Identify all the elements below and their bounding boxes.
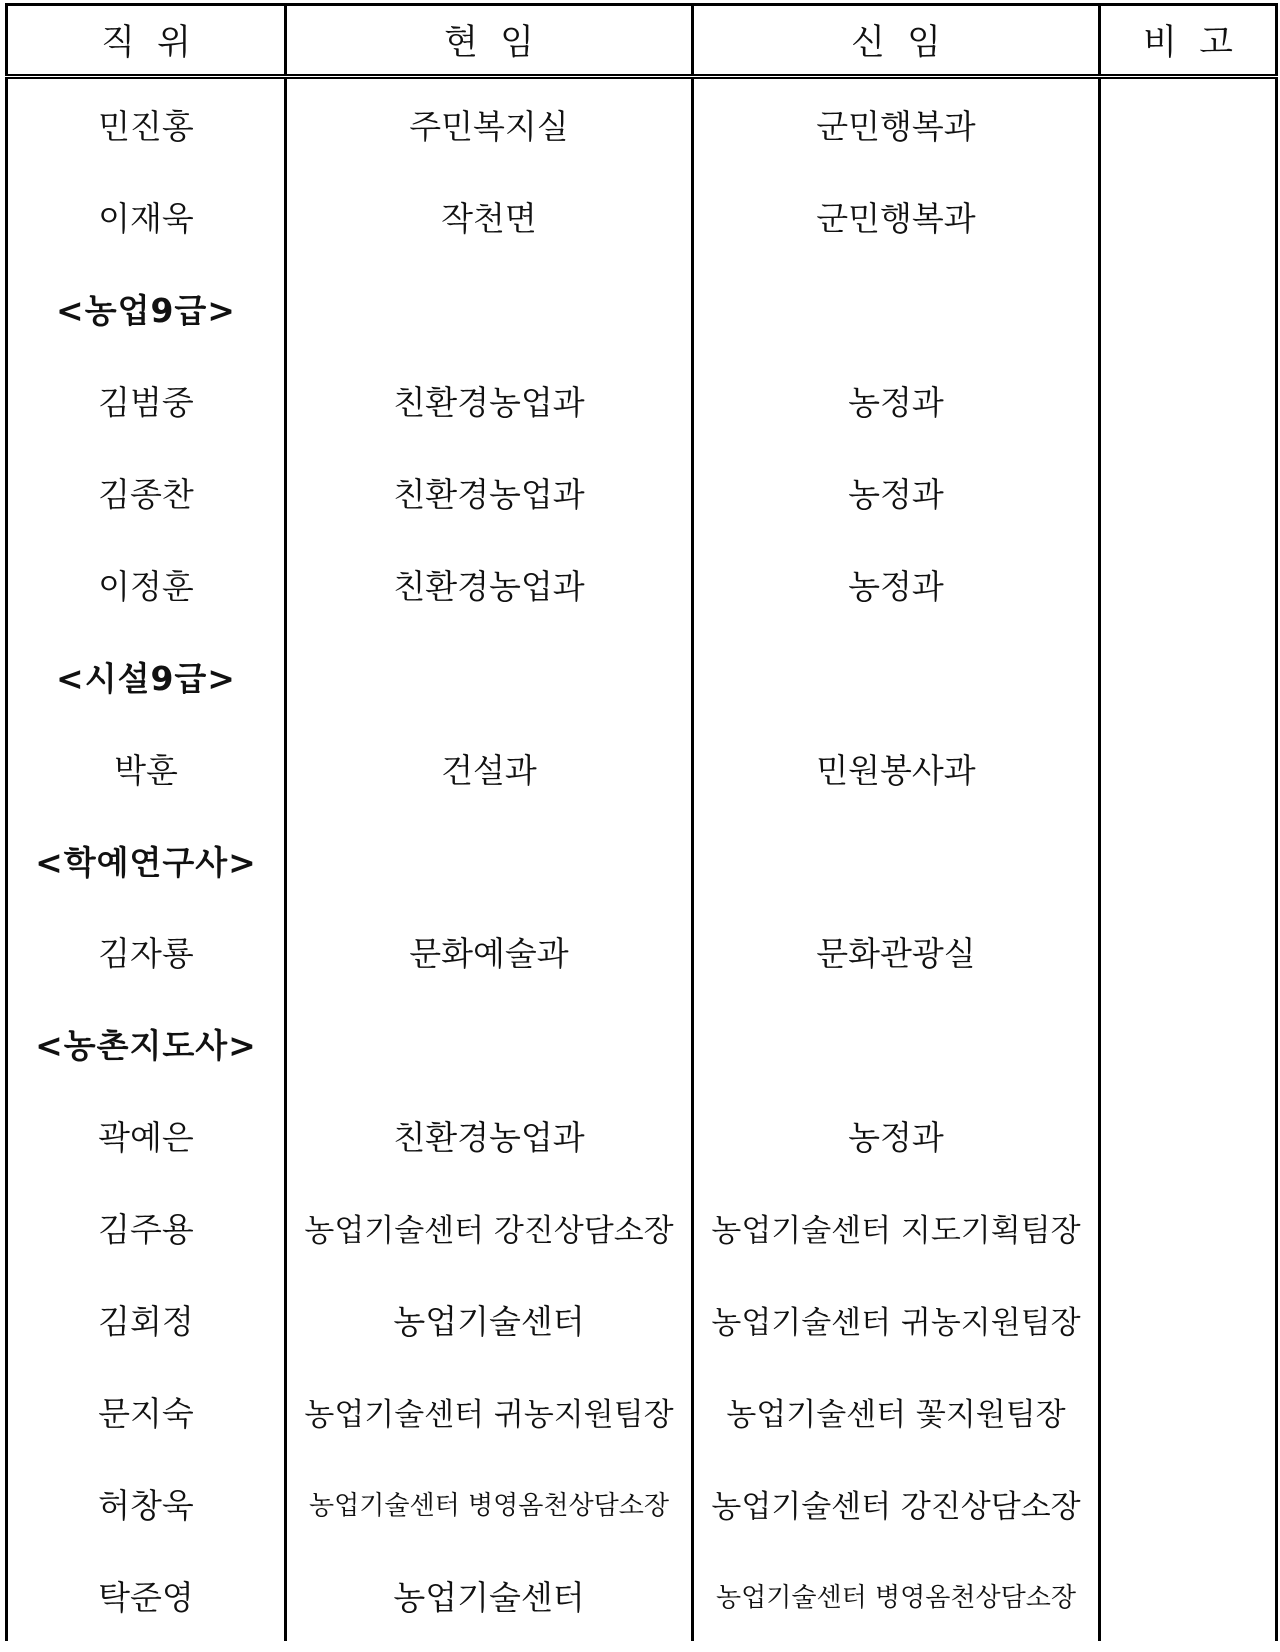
cell-new: [693, 814, 1100, 906]
section-heading: <시설9급>: [7, 630, 286, 722]
cell-note: [1100, 1457, 1277, 1549]
cell-name: 김자룡: [7, 906, 286, 998]
cell-note: [1100, 263, 1277, 355]
cell-note: [1100, 722, 1277, 814]
cell-new: 농정과: [693, 538, 1100, 630]
cell-current: 농업기술센터: [286, 1549, 693, 1641]
cell-current: 친환경농업과: [286, 355, 693, 447]
cell-new: 문화관광실: [693, 906, 1100, 998]
table-row: [7, 77, 1277, 171]
table-body: [7, 77, 1277, 1642]
section-heading: <농업9급>: [7, 263, 286, 355]
cell-note: [1100, 538, 1277, 630]
cell-current: [286, 998, 693, 1090]
cell-note: [1100, 1549, 1277, 1641]
table-row: [7, 1274, 1277, 1366]
cell-new: [693, 263, 1100, 355]
cell-name: 박훈: [7, 722, 286, 814]
header-row: [7, 5, 1277, 77]
section-heading-row: [7, 263, 1277, 355]
cell-current: 친환경농업과: [286, 447, 693, 539]
cell-note: [1100, 1182, 1277, 1274]
cell-new: 농정과: [693, 1090, 1100, 1182]
header-new-label: 신 임: [851, 23, 941, 63]
section-heading-row: [7, 630, 1277, 722]
cell-new: 농정과: [693, 355, 1100, 447]
cell-name: 이정훈: [7, 538, 286, 630]
cell-current: 농업기술센터 병영옴천상담소장: [286, 1457, 693, 1549]
cell-current: 작천면: [286, 171, 693, 263]
table-row: [7, 1457, 1277, 1549]
section-heading: <농촌지도사>: [7, 998, 286, 1090]
cell-new: 농정과: [693, 447, 1100, 539]
table-row: [7, 1365, 1277, 1457]
cell-note: [1100, 77, 1277, 171]
header-note-label: 비 고: [1143, 23, 1233, 63]
cell-name: 문지숙: [7, 1365, 286, 1457]
cell-name: 곽예은: [7, 1090, 286, 1182]
cell-new: [693, 630, 1100, 722]
header-new: [693, 5, 1100, 77]
cell-new: 민원봉사과: [693, 722, 1100, 814]
cell-note: [1100, 906, 1277, 998]
cell-new: 농업기술센터 꽃지원팀장: [693, 1365, 1100, 1457]
table-row: [7, 1182, 1277, 1274]
cell-name: 김회정: [7, 1274, 286, 1366]
cell-new: 농업기술센터 병영옴천상담소장: [693, 1549, 1100, 1641]
cell-name: 탁준영: [7, 1549, 286, 1641]
cell-current: 건설과: [286, 722, 693, 814]
section-heading: <학예연구사>: [7, 814, 286, 906]
header-current-label: 현 임: [444, 23, 534, 63]
cell-name: 김범중: [7, 355, 286, 447]
cell-new: 군민행복과: [693, 77, 1100, 171]
cell-note: [1100, 1365, 1277, 1457]
table-row: [7, 722, 1277, 814]
cell-current: 농업기술센터 귀농지원팀장: [286, 1365, 693, 1457]
table-row: [7, 1549, 1277, 1641]
cell-note: [1100, 998, 1277, 1090]
header-note: [1100, 5, 1277, 77]
personnel-transfer-table: [5, 3, 1278, 1641]
cell-name: 김종찬: [7, 447, 286, 539]
cell-name: 김주용: [7, 1182, 286, 1274]
table-row: [7, 355, 1277, 447]
cell-new: 군민행복과: [693, 171, 1100, 263]
cell-new: 농업기술센터 지도기획팀장: [693, 1182, 1100, 1274]
cell-new: 농업기술센터 귀농지원팀장: [693, 1274, 1100, 1366]
cell-current: 농업기술센터 강진상담소장: [286, 1182, 693, 1274]
cell-note: [1100, 447, 1277, 539]
cell-current: 친환경농업과: [286, 1090, 693, 1182]
table-row: [7, 447, 1277, 539]
table-row: [7, 171, 1277, 263]
personnel-table-container: [5, 3, 1275, 1652]
table-row: [7, 1090, 1277, 1182]
cell-note: [1100, 355, 1277, 447]
cell-current: 주민복지실: [286, 77, 693, 171]
cell-name: 이재욱: [7, 171, 286, 263]
section-heading-row: [7, 998, 1277, 1090]
cell-current: [286, 630, 693, 722]
cell-current: [286, 814, 693, 906]
cell-current: [286, 263, 693, 355]
header-position-label: 직 위: [101, 23, 191, 63]
header-position: [7, 5, 286, 77]
table-header: [7, 5, 1277, 77]
table-row: [7, 906, 1277, 998]
cell-note: [1100, 1090, 1277, 1182]
header-current: [286, 5, 693, 77]
cell-new: [693, 998, 1100, 1090]
cell-name: 민진홍: [7, 77, 286, 171]
table-row: [7, 538, 1277, 630]
cell-note: [1100, 630, 1277, 722]
cell-current: 농업기술센터: [286, 1274, 693, 1366]
cell-note: [1100, 814, 1277, 906]
section-heading-row: [7, 814, 1277, 906]
cell-note: [1100, 1274, 1277, 1366]
cell-current: 문화예술과: [286, 906, 693, 998]
cell-current: 친환경농업과: [286, 538, 693, 630]
cell-new: 농업기술센터 강진상담소장: [693, 1457, 1100, 1549]
cell-name: 허창욱: [7, 1457, 286, 1549]
cell-note: [1100, 171, 1277, 263]
